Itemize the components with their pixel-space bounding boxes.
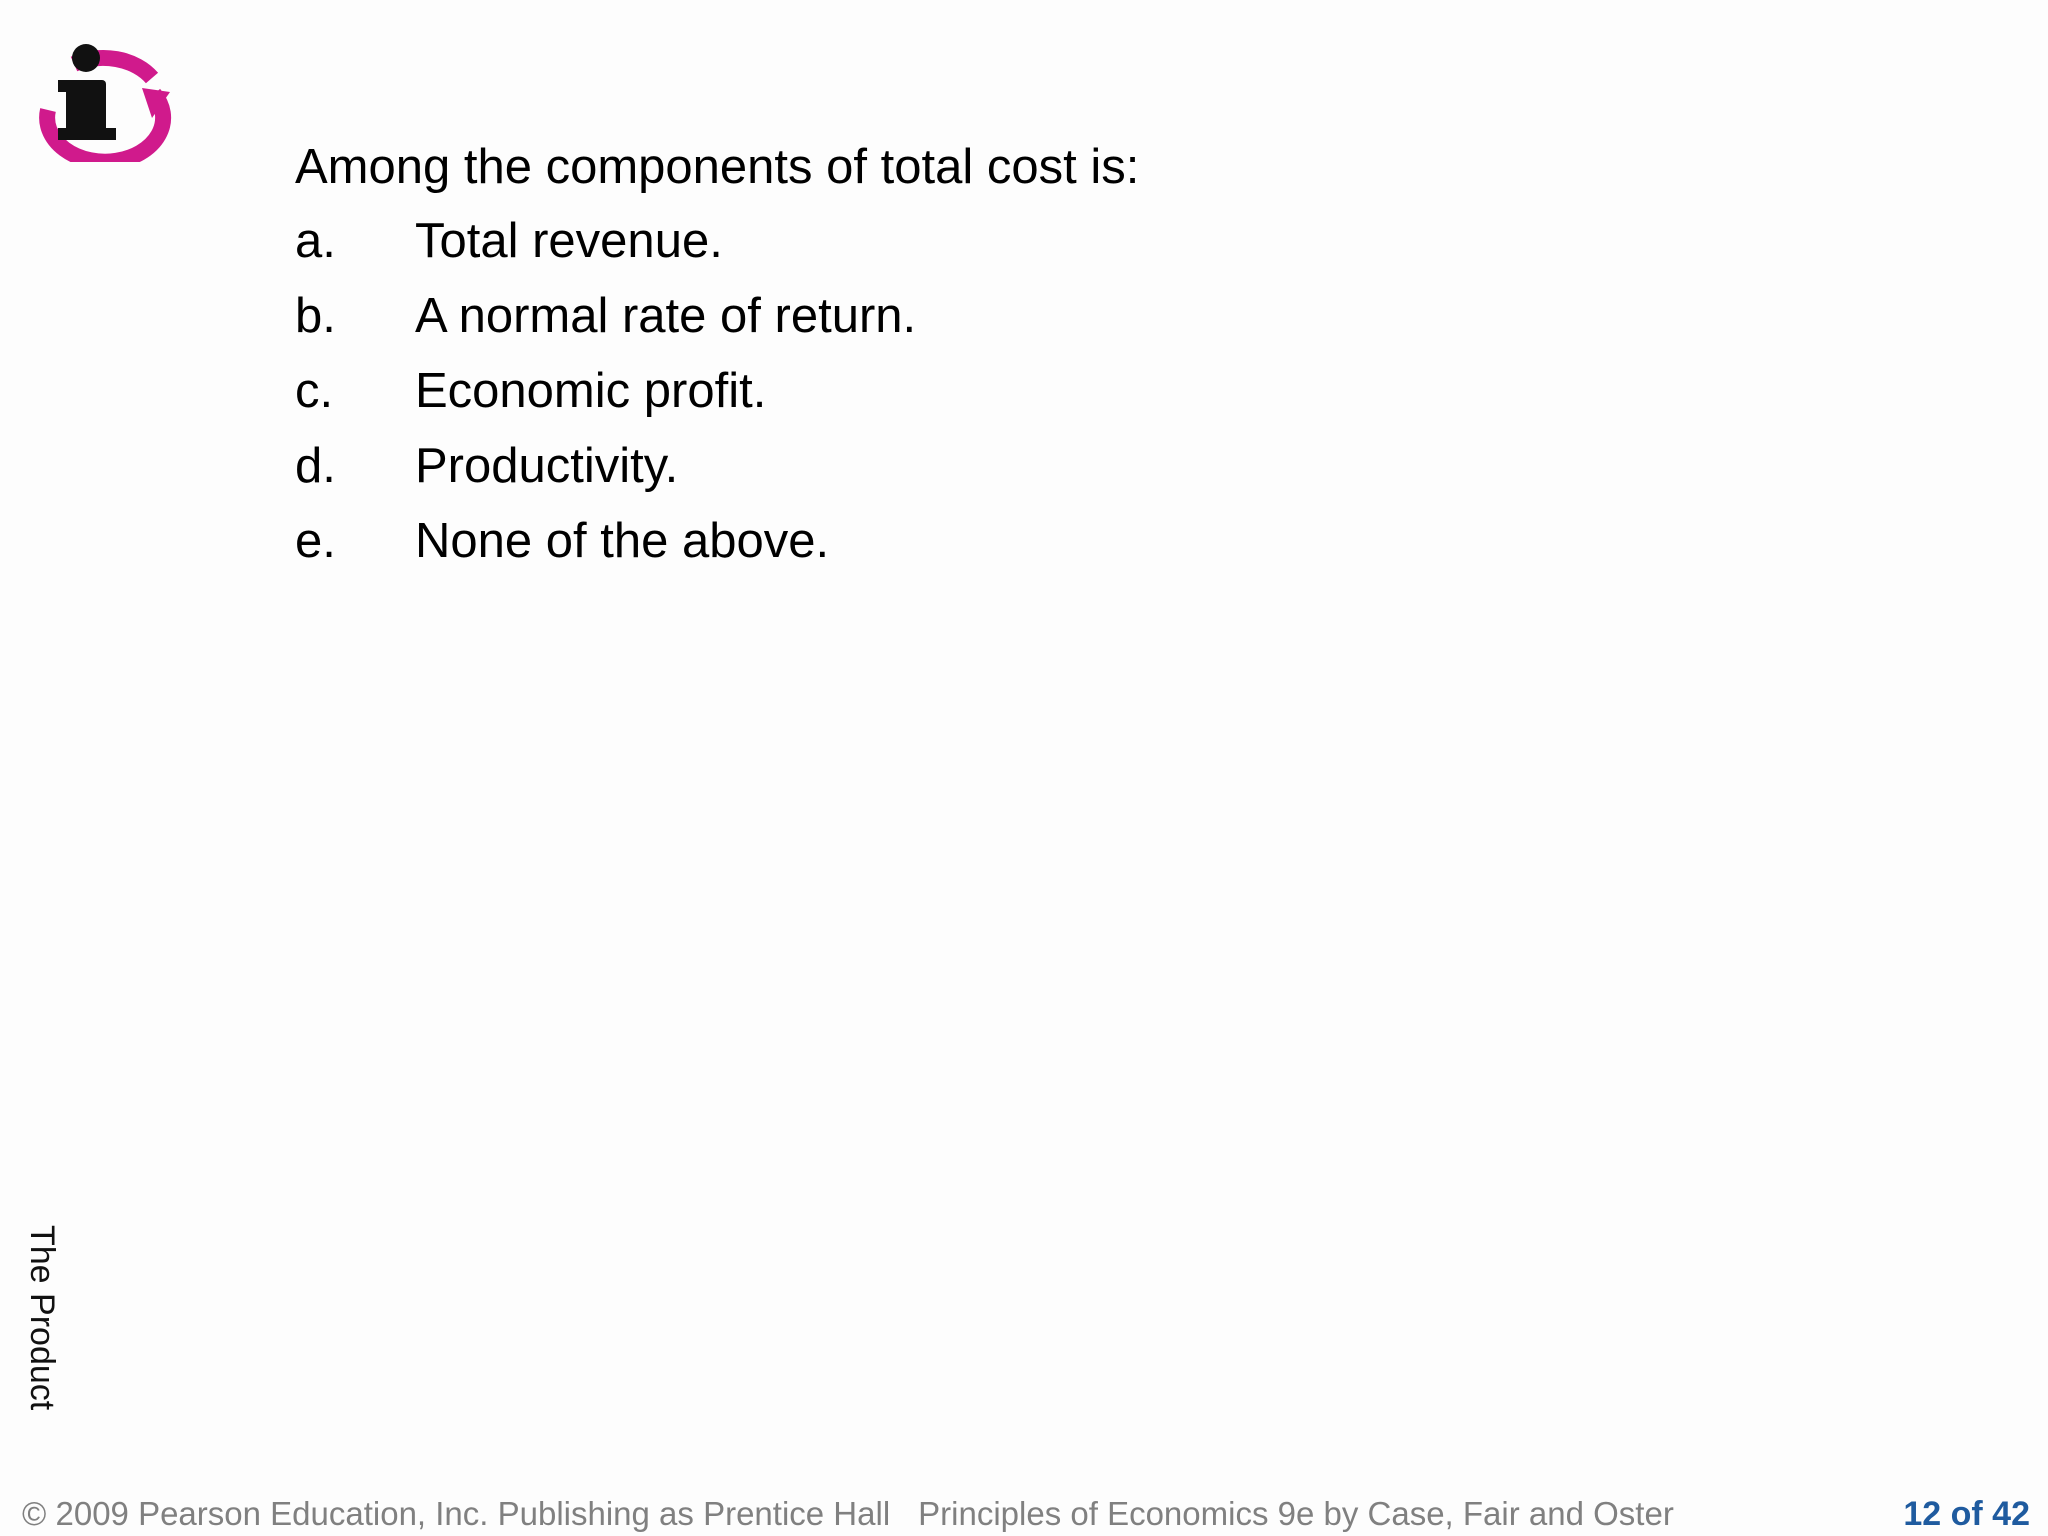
page-number: 12 of 42 bbox=[1903, 1495, 2030, 1533]
option-text: Economic profit. bbox=[415, 364, 767, 418]
option-letter: c. bbox=[295, 364, 334, 418]
option-text: None of the above. bbox=[415, 514, 830, 568]
option-c bbox=[295, 354, 916, 429]
option-b bbox=[295, 279, 916, 354]
option-text: A normal rate of return. bbox=[415, 289, 917, 343]
footer-copyright: © 2009 Pearson Education, Inc. Publishing as Prentice Hall bbox=[22, 1495, 891, 1532]
option-e bbox=[295, 504, 916, 579]
option-a bbox=[295, 204, 916, 279]
option-text: Total revenue. bbox=[415, 214, 723, 268]
option-letter: a. bbox=[295, 214, 336, 268]
option-letter: b. bbox=[295, 289, 336, 343]
footer-book-title: Principles of Economics 9e by Case, Fair and Oster bbox=[918, 1495, 1674, 1532]
option-d bbox=[295, 429, 916, 504]
answer-options bbox=[295, 204, 916, 579]
info-i-logo-icon bbox=[24, 36, 174, 162]
option-letter: d. bbox=[295, 439, 336, 493]
side-vertical-text: The Product bbox=[23, 1225, 61, 1411]
option-text: Productivity. bbox=[415, 439, 679, 493]
option-letter: e. bbox=[295, 514, 336, 568]
question-text: Among the components of total cost is: bbox=[295, 140, 1140, 194]
footer bbox=[22, 1494, 1674, 1534]
